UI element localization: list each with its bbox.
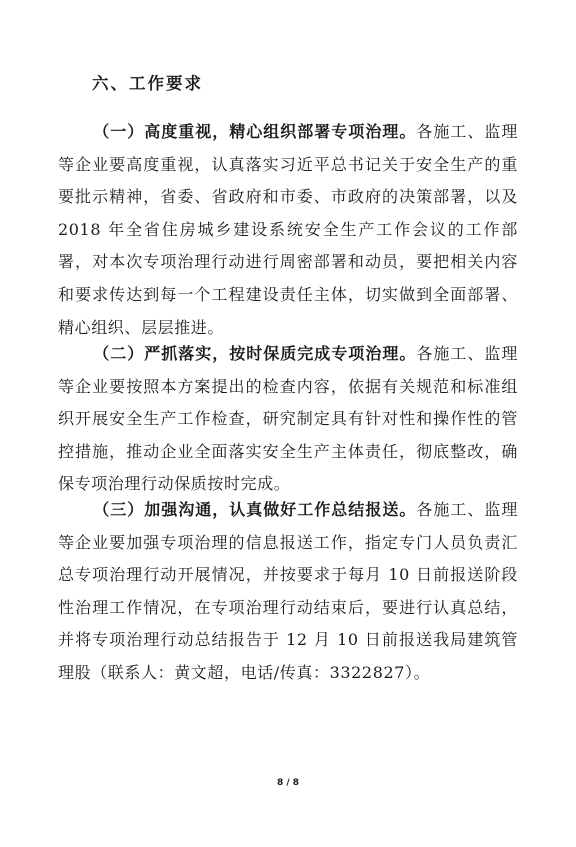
section-heading: 六、工作要求: [92, 74, 203, 93]
paragraph-2-lead: （二）严抓落实，按时保质完成专项治理。: [93, 344, 417, 363]
paragraph-1: [58, 116, 518, 344]
paragraph-1-lead: （一）高度重视，精心组织部署专项治理。: [93, 122, 417, 141]
paragraph-1-body: 各施工、监理等企业要高度重视，认真落实习近平总书记关于安全生产的重要批示精神，省委、省政府和市委、市政府的决策部署，以及 2018 年全省住房城乡建设系统安全生产工作会议的工作部署，对本次专项治理行动进行周密部署和动员，要把相关内容和要求传达到每一个工程建设责任主体，切实做到全面部署、精心组织、层层推进。: [58, 122, 518, 337]
paragraph-3-lead: （三）加强沟通，认真做好工作总结报送。: [93, 500, 417, 519]
paragraph-3-body: 各施工、监理等企业要加强专项治理的信息报送工作，指定专门人员负责汇总专项治理行动开展情况，并按要求于每月 10 日前报送阶段性治理工作情况，在专项治理行动结束后，要进行认真总结，并将专项治理行动总结报告于 12 月 10 日前报送我局建筑管理股（联系人：黄文超，电话/传真：3322827）。: [58, 500, 518, 682]
page-number: 8 / 8: [276, 778, 300, 788]
paragraph-2: [58, 338, 518, 501]
paragraph-2-body: 各施工、监理等企业要按照本方案提出的检查内容，依据有关规范和标准组织开展安全生产工作检查，研究制定具有针对性和操作性的管控措施，推动企业全面落实安全生产主体责任，彻底整改，确保专项治理行动保质按时完成。: [58, 344, 518, 494]
paragraph-3: [58, 494, 518, 690]
